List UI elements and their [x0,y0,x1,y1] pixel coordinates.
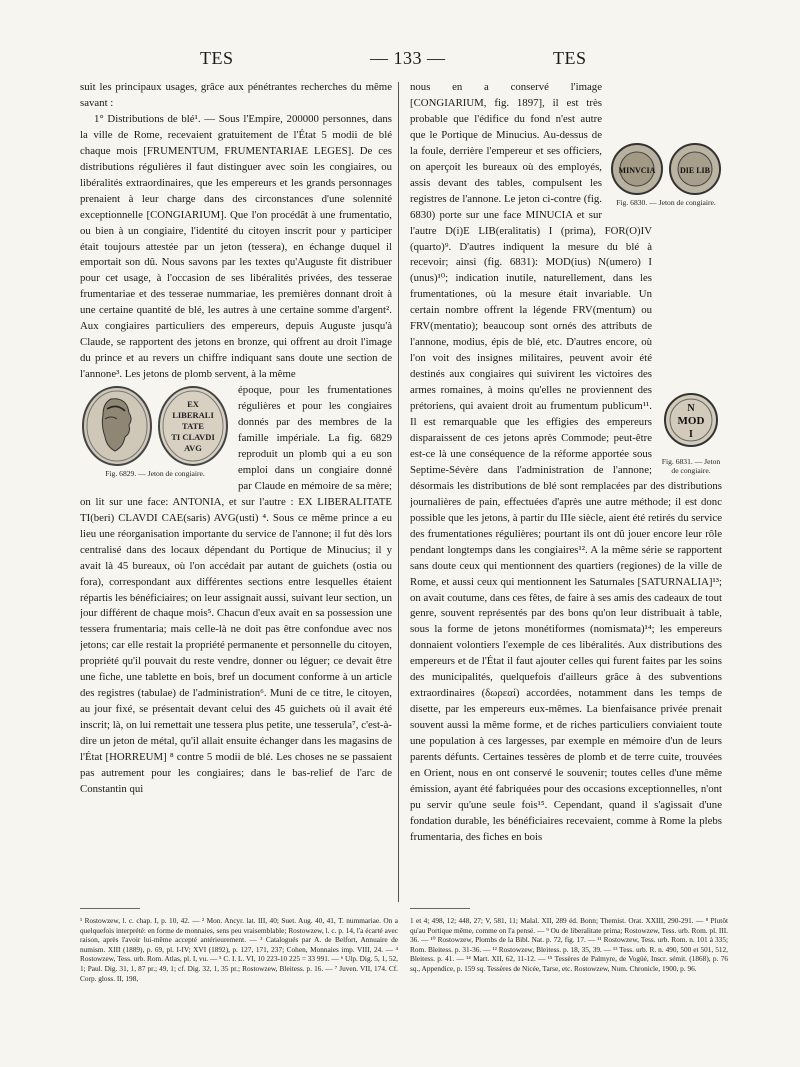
coin-reverse-inscription [157,385,229,467]
coin-inscription-line: TI CLAVDI [171,432,215,443]
running-head-right: TES [553,48,587,68]
paragraph: nous en a conservé l'image [CONGIARIUM, fig. 1897], il est très probable que l'édifice du fond n'est autre que le Portique de Minucius. Au-dessus de la foule, derrière l'empereur et ses officiers, on aperçoit les bureaux où des employés, assis devant des tables, compulsent les registres de l'annone. Le jeton ci-contre (fig. 6830) porte sur une face MINUCIA et sur l'autre D(i)E LIB(eralitatis) I (prima), FOR(O)IV (quarto)⁹. D'autres indiquent la mesure du blé à recevoir; ainsi (fig. 6831): MOD(ius) N(umero) I (unus)¹⁰; indication inutile, naturellement, dans les frumentationes, où la mesure était invariable. Un certain nombre offrent la légende FRV(mentum) ou FRV(mentatio); beaucoup sont ornés des attributs de l'annone, modius, épis de blé, etc. D'autres encore, où l'on voit des insignes militaires, peuvent avoir été destinés aux congiaires qui suivirent les victoires des armes romaines, à moins qu'elles ne proviennent des prétoriens, qui avaient droit au frumentum publicum¹¹. Il est remarquable que les effigies des empereurs disparaissent de ces jetons après Commode; peut-être est-ce là une conséquence de la réforme apportée sous Septime-Sévère dans l'administration de l'annone; désormais les distributions de blé sont remplacées par des distributions journalières de pain, effectuées d'après une autre méthode; il est donc possible que les jetons, à partir du IIIe siècle, aient été retirés du service des frumentationes régulières; pourtant ils ont dû jouer encore leur rôle pendant longtemps dans les congiaires¹². A la même série se rapportent sans doute ceux qui mentionnent des quartiers (regiones) de la ville de Rome, et aussi ceux qui mentionnent les Saturnales [SATURNALIA]¹³; on avait coutume, dans ces fêtes, de faire à ses amis des cadeaux de tout genre, souvent représentés par des bons qu'on leur distribuait à table, sous la forme de jetons monétiformes (nomismata)¹⁴; les empereurs donnaient volontiers l'exemple de ces libéralités. Aux distributions des empereurs et de l'État il faut ajouter celles qui furent faites par les soins des municipalités, quelquefois d'ailleurs grâce à des subventions extraordinaires (δωρεαί) accordées, notamment dans les temps de disette, par les empereurs eux-mêmes. La bienfaisance privée prenait souvent aussi la même forme, et de riches particuliers conviaient toute une population à ces largesses, par exemple en mémoire d'un de leurs parents défunts. Certaines tessères de plomb et de terre cuite, trouvées en Orient, nous en ont conservé le souvenir; toutes celles d'une même émission, ayant été fabriquées pour des occasions exceptionnelles, n'ont pu servir qu'une seule fois¹⁵. Cependant, quand il s'agissait d'une fondation durable, les bénéficiaires recevaient, comme à Rome la plebs frumentaria, des fiches en bois [410,81,722,843]
figure-6830 [610,142,722,207]
footnote-rule [410,908,470,909]
coin-inscription-line: EX [187,399,199,410]
figure-6831 [660,391,722,475]
left-column [80,80,392,900]
coin-die-lib [668,142,722,196]
running-head-left: TES [200,48,234,68]
coin-text-line: MOD [677,415,705,427]
footnotes-right: 1 et 4; 498, 12; 448, 27; V, 581, 11; Malal. XII, 289 éd. Bonn; Themist. Orat. XXIII, 290-291. — ⁸ Plutôt qu'au Portique même, comme on l'a pensé. — ⁹ Ou de liberalitate prima; Rostowzew, Tess. urb. Rom. pl. III. 36. — ¹⁰ Rostowzew, Plombs de la Bibl. Nat. p. 72, fig. 17. — ¹¹ Rostowzew, Tess. urb. Rom. n. 101 à 335; Rom. Bleitess. p. 31-36. — ¹² Rostowzew, Bleitess. p. 18, 35, 39. — ¹³ Tess. urb. R. n. 490, 500 et 501, 512, Bleitess. p. 41. — ¹⁴ Mart. XII, 62, 11-12. — ¹⁵ Tessères de Palmyre, de Vogüé, Inscr. sémit. (1868), p. 76 sq., Appendice, p. 159 sq. Tessères de Nicée, Tarse, etc. Rostowzew, Num. Chronicle, 1900, p. 96. [410,916,728,973]
footnote-rule [80,908,140,909]
coin-obverse-portrait [81,385,153,467]
coin-minucia [610,142,664,196]
figure-6829 [80,385,230,478]
right-column [410,80,722,900]
figure-caption: Fig. 6831. — Jeton de congiaire. [661,456,721,475]
coin-inscription-line: LIBERALI [172,410,214,421]
coin-inscription-line: TATE [182,421,204,432]
paragraph: suit les principaux usages, grâce aux pénétrantes recherches du même savant : [80,81,392,109]
figure-caption: Fig. 6830. — Jeton de congiaire. [616,198,716,207]
footnotes-left: ¹ Rostowzew, l. c. chap. I, p. 10, 42. — ² Mon. Ancyr. lat. III, 40; Suet. Aug. 40, 41, T. nummariae. On a quelquefois interprété: en forme de monnaies, sens peu vraisemblable; Rostowzew, l. c. p. 14, l'a écarté avec raison, après l'avoir lui-même accepté antérieurement. — ³ Catalogués par A. de Belfort, Annuaire de numism. XIII (1889), p. 69, pl. I-IV; XVI (1892), p. 127, 171, 237; Cohen, Monnaies imp. VIII, 24. — ⁴ Rostowzew, Tess. urb. Rom. Atlas, pl. I, vu. — ⁵ C. I. L. VI, 10 223-10 225 = 33 991. — ⁶ Ulp. Dig. 5, 1, 52, 1; Paul. Dig. 31, 1, 87 pr.; 49, 1; cf. Dig. 32, 1, 35 pr.; Rostowzew, Bleitess. p. 16. — ⁷ Juven. VII, 174. Cf. Corp. gloss. II, 198, [80,916,398,983]
coin-legend-text: DIE LIB [679,166,711,175]
coin-legend-text: MINVCIA [618,166,656,175]
paragraph: époque, pour les frumentationes régulières et pour les congiaires donnés par des membres de la famille impériale. La fig. 6829 reproduit un plomb qui a eu son emploi dans un congiaire donné par Claude en mémoire de sa mère; on lit sur une face: ANTONIA, et sur l'autre : EX LIBERALITATE TI(beri) CLAVDI CAE(saris) AVG(usti) ⁴. Sous ce même prince a eu lieu une réorganisation importante du service de l'annone; il fut dès lors centralisé dans des locaux dépendant du Portique de Minucius; il y avait là 45 bureaux, où l'on accédait par autant de guichets (ostia ou fora), correspondant aux différentes sections entre lesquelles étaient répartis les bénéficiaires; on leur assignait aussi, suivant leur section, un jour différent de chaque mois⁵. Chacun d'eux avait en sa possession une tessera frumentaria; mais celle-là ne doit pas être confondue avec nos jetons; car elle restait la propriété permanente et personnelle du citoyen, propriété qu'il pouvait du reste vendre, donner ou léguer; ce devait être une fiche, une tablette en bois, bref un document conforme à un article des registres (tabulae) de l'administration⁶. Muni de ce titre, le citoyen, au jour fixé, se présentait devant celui des 45 guichets où il avait été inscrit; là, on lui remettait une tessera plus petite, une tesserula⁷, c'est-à-dire un jeton de métal, qu'il allait ensuite échanger dans les magasins de l'État [HORREUM] ⁸ contre 5 modii de blé. Les choses ne se passaient pas autrement pour les congiaires; dans le bas-relief de l'arc de Constantin qui [80,384,392,795]
coin-text-line: N [687,403,695,414]
figure-caption: Fig. 6829. — Jeton de congiaire. [105,469,205,479]
paragraph: 1° Distributions de blé¹. — Sous l'Empire, 200000 personnes, dans la ville de Rome, recevaient gratuitement de l'État 5 modii de blé chaque mois [FRUMENTUM, FRUMENTARIAE LEGES]. De ces distributions régulières il faut distinguer avec soin les congiaires, ou libéralités extraordinaires, que les empereurs et les grands personnages prenaient à leur charge dans des circonstances d'une solennité exceptionnelle [CONGIARIUM]. Que l'on procédât à une frumentatio, ou bien à un congiaire, l'identité du citoyen inscrit pour y participer était toujours attestée par un jeton (tessera), en échange duquel il emportait son dû. Nous savons par les textes qu'Auguste fit distribuer pour cet usage, à l'occasion de ses libéralités privées, des tesserae frumentariae et des tesserae nummariae, les premières donnant droit à une certaine quantité de blé, les autres à une certaine somme d'argent². Aux congiaires particuliers des empereurs, depuis Auguste jusqu'à Claude, se rapportent des jetons en bronze, qui offrent au droit l'image du prince et au revers un chiffre indiquant sans doute une section de l'annone³. Les jetons de plomb servent, à la même [80,112,392,381]
coin-inscription-line: AVG [184,443,202,454]
coin-text-line: I [689,429,693,440]
coin-mod-n-i [663,391,719,449]
page-number: — 133 — [370,48,446,68]
column-divider [398,82,399,902]
